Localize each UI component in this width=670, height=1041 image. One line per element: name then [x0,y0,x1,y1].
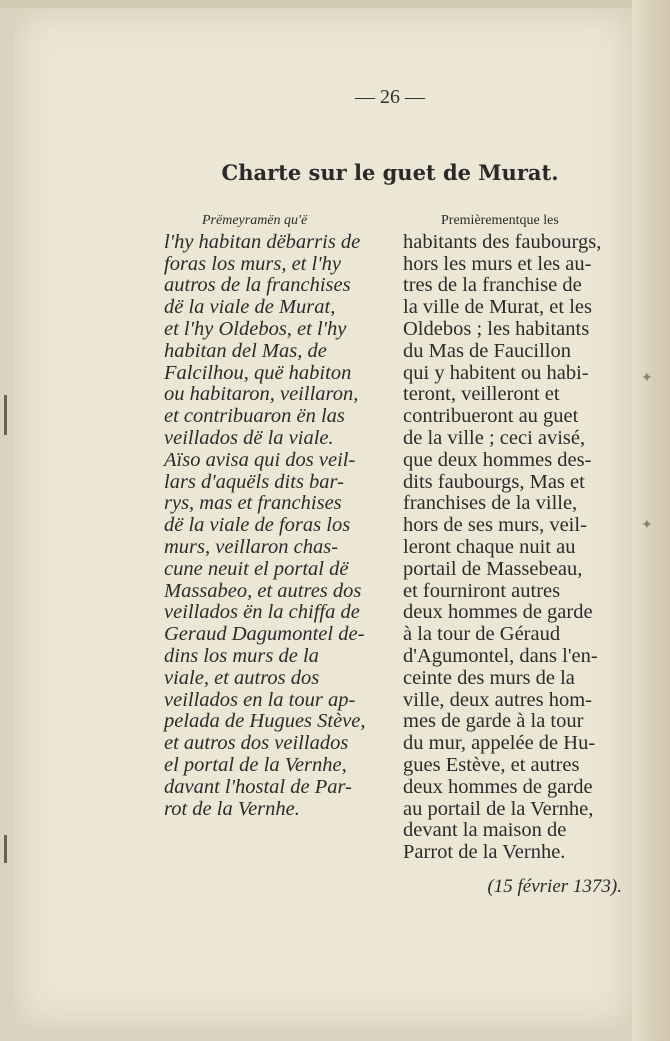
page-title: Charte sur le guet de Murat. [221,160,559,185]
text-line: mes de garde à la tour [403,710,584,733]
text-line: ville, deux autres hom- [403,688,593,711]
text-line: veillados dë la viale. [164,426,334,449]
text-line: et contribuaron ën las [164,405,345,428]
binding-stitch [4,395,7,435]
page-top-edge [0,0,670,8]
margin-mark: ✦ [641,370,653,386]
charter-date: (15 février 1373). [487,876,622,897]
text-line: Premièrementque les [441,213,559,228]
text-line: franchises de la ville, [403,492,578,515]
text-line: tres de la franchise de [403,274,582,297]
text-line: de la ville ; ceci avisé, [403,426,586,449]
french-text-column [403,210,621,864]
text-line: l'hy habitan dëbarris de [164,230,361,253]
text-line: habitan del Mas, de [164,339,327,362]
text-line: dë la viale de Murat, [164,296,336,319]
text-line: dins los murs de la [164,644,319,667]
text-line: portail de Massebeau, [403,557,583,580]
text-line: Prëmeyramën qu'ë [202,213,308,228]
text-line: pelada de Hugues Stève, [164,710,366,733]
text-line: veillados ën la chiffa de [164,601,360,624]
margin-mark: ✦ [641,517,653,533]
text-line: et fourniront autres [403,579,561,602]
text-line: hors les murs et les au- [403,252,592,275]
text-line: Parrot de la Vernhe. [403,841,566,864]
text-line: rys, mas et franchises [164,492,342,515]
text-line: Falcilhou, quë habiton [164,361,352,384]
text-line: Oldebos ; les habitants [403,317,590,340]
text-line: à la tour de Géraud [403,623,561,646]
text-line: deux hommes de garde [403,601,593,624]
text-line: gues Estève, et autres [403,753,580,776]
text-line: et l'hy Oldebos, et l'hy [164,317,347,340]
text-line: ceinte des murs de la [403,666,575,689]
text-line: rot de la Vernhe. [164,797,300,820]
binding-stitch [4,835,7,863]
text-line: cune neuit el portal dë [164,557,349,580]
text-line: veillados en la tour ap- [164,688,356,711]
text-line: devant la maison de [403,819,567,842]
text-line: ou habitaron, veillaron, [164,383,359,406]
text-line: du Mas de Faucillon [403,339,571,362]
text-line: hors de ses murs, veil- [403,514,587,537]
text-line: viale, et autros dos [164,666,320,689]
text-line: la ville de Murat, et les [403,296,592,319]
text-line: lars d'aquëls dits bar- [164,470,344,493]
text-line: au portail de la Vernhe, [403,797,594,820]
text-line: qui y habitent ou habi- [403,361,589,384]
text-line: Massabeo, et autres dos [164,579,362,602]
text-line: Geraud Dagumontel de- [164,623,365,646]
text-line: Aïso avisa qui dos veil- [164,448,356,471]
text-line: davant l'hostal de Par- [164,775,352,798]
text-line: teront, veilleront et [403,383,560,406]
text-line: autros de la franchises [164,274,351,297]
text-line: el portal de la Vernhe, [164,753,347,776]
page-number: — 26 — [355,86,425,108]
text-line: et autros dos veillados [164,732,349,755]
occitan-text-column [164,210,380,820]
text-line: deux hommes de garde [403,775,593,798]
text-line: murs, veillaron chas- [164,535,339,558]
text-line: contribueront au guet [403,405,579,428]
text-line: d'Agumontel, dans l'en- [403,644,598,667]
text-line: foras los murs, et l'hy [164,252,341,275]
text-line: dits faubourgs, Mas et [403,470,585,493]
text-line: dë la viale de foras los [164,514,351,537]
text-line: habitants des faubourgs, [403,230,602,253]
text-line: que deux hommes des- [403,448,592,471]
text-line: leront chaque nuit au [403,535,576,558]
text-line: du mur, appelée de Hu- [403,732,596,755]
